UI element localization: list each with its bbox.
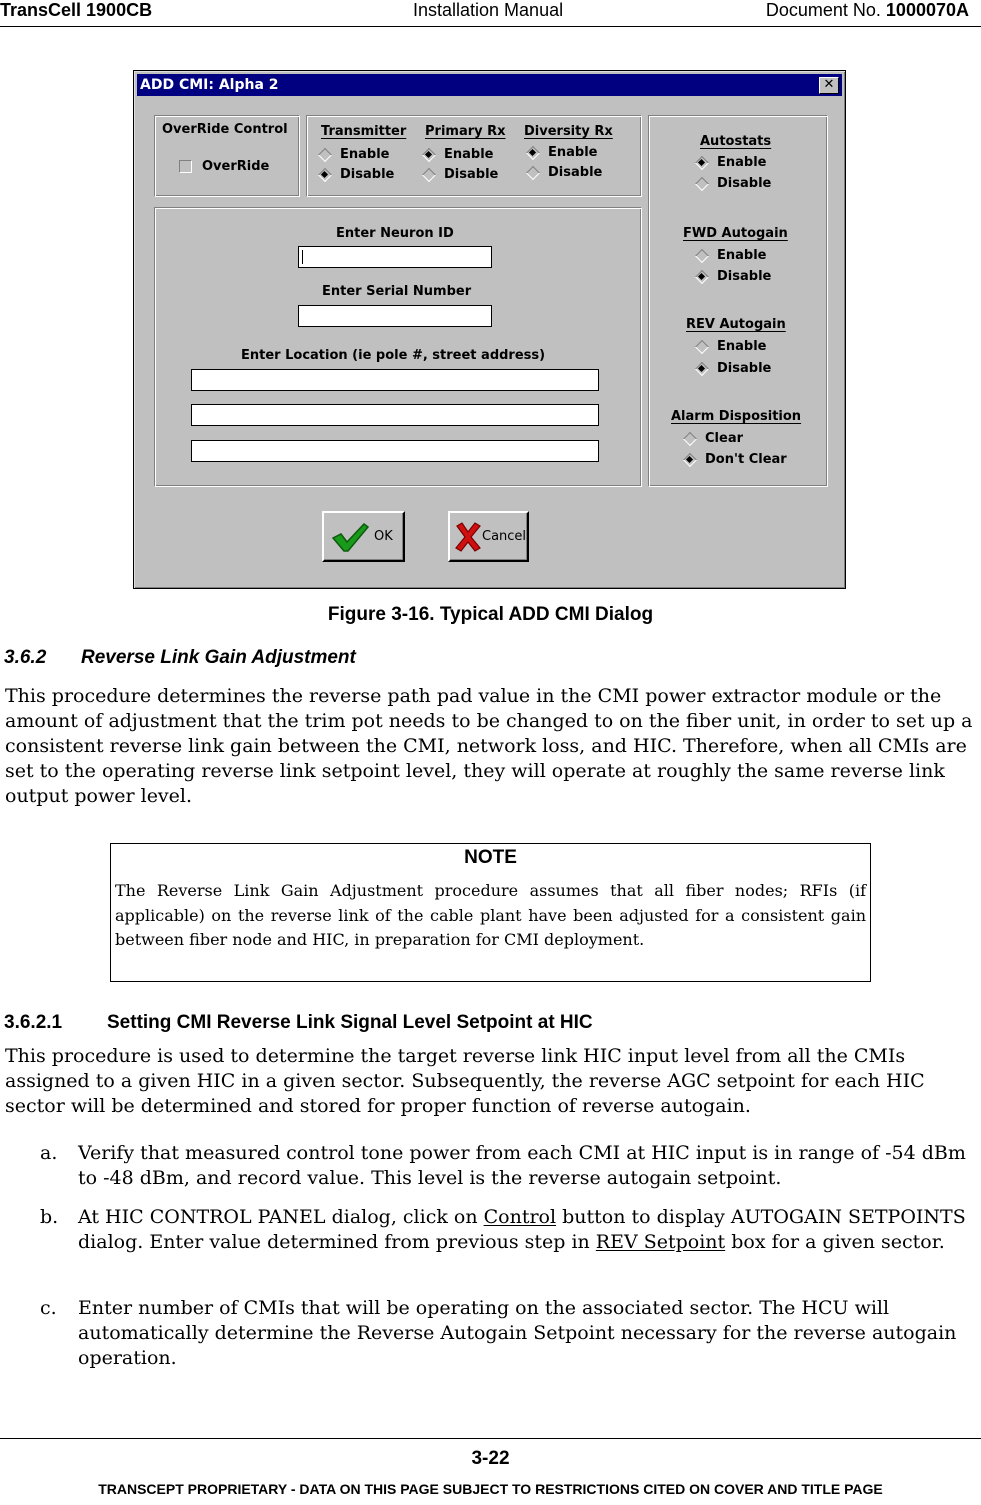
checkmark-icon [330, 520, 370, 554]
proprietary-notice: TRANSCEPT PROPRIETARY - DATA ON THIS PAGE SUBJECT TO RESTRICTIONS CITED ON COVER AND TITLE PAGE [98, 1481, 883, 1497]
rev-autogain-enable-radio[interactable]: Enable [696, 339, 767, 354]
override-checkbox[interactable] [179, 159, 269, 174]
primary-rx-disable-radio[interactable]: Disable [423, 167, 498, 182]
override-panel [154, 115, 300, 197]
radio-dot [696, 341, 707, 352]
manual-title: Installation Manual [413, 0, 564, 20]
radio-dot-selected [319, 169, 330, 180]
subsection-paragraph: This procedure is used to determine the target reverse link HIC input level from all the CMIs assigned to a given HIC in a given sector. Subsequently, the reverse AGC setpoint for each HIC sector will be determined and stored for proper function of reverse autogain. [5, 1045, 925, 1117]
diversity-rx-title: Diversity Rx [524, 124, 613, 139]
primary-rx-title: Primary Rx [425, 124, 506, 139]
subsection-heading [4, 1012, 593, 1034]
radio-dot-selected [696, 363, 707, 374]
subsection-number: 3.6.2.1 [4, 1012, 63, 1033]
fwd-autogain-enable-radio[interactable]: Enable [696, 248, 767, 263]
rev-autogain-disable-radio[interactable]: Disable [696, 361, 771, 376]
radio-dot [696, 250, 707, 261]
transmitter-title: Transmitter [321, 124, 407, 139]
radio-dot [423, 169, 434, 180]
close-button[interactable] [819, 77, 839, 94]
add-cmi-dialog [133, 70, 846, 589]
fwd-autogain-title: FWD Autogain [683, 226, 788, 241]
page-header [0, 0, 981, 27]
figure-caption: Figure 3-16. Typical ADD CMI Dialog [327, 604, 654, 625]
location-input-3[interactable] [191, 440, 599, 462]
autostats-disable-radio[interactable]: Disable [696, 176, 771, 191]
radio-dot-selected [684, 454, 695, 465]
radio-dot-selected [696, 157, 707, 168]
radio-dot [527, 167, 538, 178]
diversity-rx-enable-radio[interactable]: Enable [527, 145, 598, 160]
control-link: Control [483, 1206, 557, 1228]
radio-dot-selected [696, 271, 707, 282]
ok-button[interactable] [322, 511, 405, 562]
checkbox-box[interactable] [179, 160, 192, 173]
radio-dot [684, 433, 695, 444]
serial-number-label: Enter Serial Number [322, 284, 472, 299]
radio-dot [319, 149, 330, 160]
serial-number-input[interactable] [298, 305, 492, 327]
alarm-clear-radio[interactable]: Clear [684, 431, 743, 446]
section-title: Reverse Link Gain Adjustment [81, 647, 356, 668]
red-x-icon [454, 521, 482, 553]
rev-setpoint-link: REV Setpoint [595, 1231, 726, 1253]
radio-dot [696, 178, 707, 189]
dialog-titlebar [137, 74, 842, 96]
step-text: At HIC CONTROL PANEL dialog, click on Control button to display AUTOGAIN SETPOINTS dialog. Enter value determined from previous step in REV Setpoint box for a given sector. [78, 1206, 966, 1253]
entry-panel [154, 207, 642, 487]
step-marker: a. [40, 1142, 58, 1164]
page-number: 3-22 [471, 1448, 510, 1469]
note-heading: NOTE [464, 847, 517, 868]
text-caret [302, 250, 303, 264]
section-number: 3.6.2 [4, 647, 47, 668]
tx-rx-panel [306, 115, 642, 197]
dialog-title: ADD CMI: Alpha 2 [140, 77, 279, 93]
transmitter-disable-radio[interactable]: Disable [319, 167, 394, 182]
subsection-title: Setting CMI Reverse Link Signal Level Setpoint at HIC [107, 1012, 593, 1033]
cancel-button[interactable] [448, 511, 529, 562]
step-c [40, 1296, 981, 1371]
section-heading [4, 647, 356, 669]
autostats-title: Autostats [700, 134, 772, 149]
section-paragraph: This procedure determines the reverse path pad value in the CMI power extractor module or the amount of adjustment that the trim pot needs to be changed to on the fiber unit, in order to set up a consistent reverse link gain between the CMI, network loss, and HIC. Therefore, when all CMIs are set to the operating reverse link setpoint level, they will operate at roughly the same reverse link output power level. [5, 685, 973, 807]
step-marker: c. [40, 1297, 57, 1319]
alarm-disposition-title: Alarm Disposition [671, 409, 802, 424]
fwd-autogain-disable-radio[interactable]: Disable [696, 269, 771, 284]
doc-number: 1000070A [885, 0, 969, 20]
radio-dot-selected [527, 147, 538, 158]
override-label: OverRide [202, 159, 270, 174]
location-label: Enter Location (ie pole #, street address) [241, 348, 546, 363]
step-text: Verify that measured control tone power from each CMI at HIC input is in range of -54 dBm to -48 dBm, and record value. This level is the reverse autogain setpoint. [78, 1142, 966, 1189]
rev-autogain-title: REV Autogain [686, 317, 786, 332]
ok-label: OK [374, 529, 393, 544]
step-b [40, 1205, 981, 1255]
override-group-title: OverRide Control [162, 122, 288, 137]
footer-divider [0, 1438, 981, 1439]
location-input-1[interactable] [191, 369, 599, 391]
document-number [766, 0, 969, 21]
close-icon: ✕ [823, 77, 835, 92]
doc-label: Document No. [765, 0, 881, 20]
neuron-id-label: Enter Neuron ID [336, 226, 454, 241]
step-marker: b. [40, 1206, 59, 1228]
product-name: TransCell 1900CB [0, 0, 153, 20]
transmitter-enable-radio[interactable]: Enable [319, 147, 390, 162]
cancel-label: Cancel [482, 529, 527, 544]
primary-rx-enable-radio[interactable]: Enable [423, 147, 494, 162]
location-input-2[interactable] [191, 404, 599, 426]
autostats-enable-radio[interactable]: Enable [696, 155, 767, 170]
neuron-id-input[interactable] [298, 246, 492, 268]
step-text: Enter number of CMIs that will be operating on the associated sector. The HCU will automatically determine the Reverse Autogain Setpoint necessary for the reverse autogain operation. [78, 1297, 957, 1369]
options-panel [648, 115, 828, 487]
step-a [40, 1141, 981, 1191]
note-box [110, 843, 871, 982]
alarm-dont-clear-radio[interactable]: Don't Clear [684, 452, 787, 467]
radio-dot-selected [423, 149, 434, 160]
diversity-rx-disable-radio[interactable]: Disable [527, 165, 602, 180]
note-body: The Reverse Link Gain Adjustment procedure assumes that all fiber nodes; RFIs (if applicable) on the reverse link of the cable plant have been adjusted for a consistent gain between fiber node and HIC, in preparation for CMI deployment. [115, 881, 866, 949]
